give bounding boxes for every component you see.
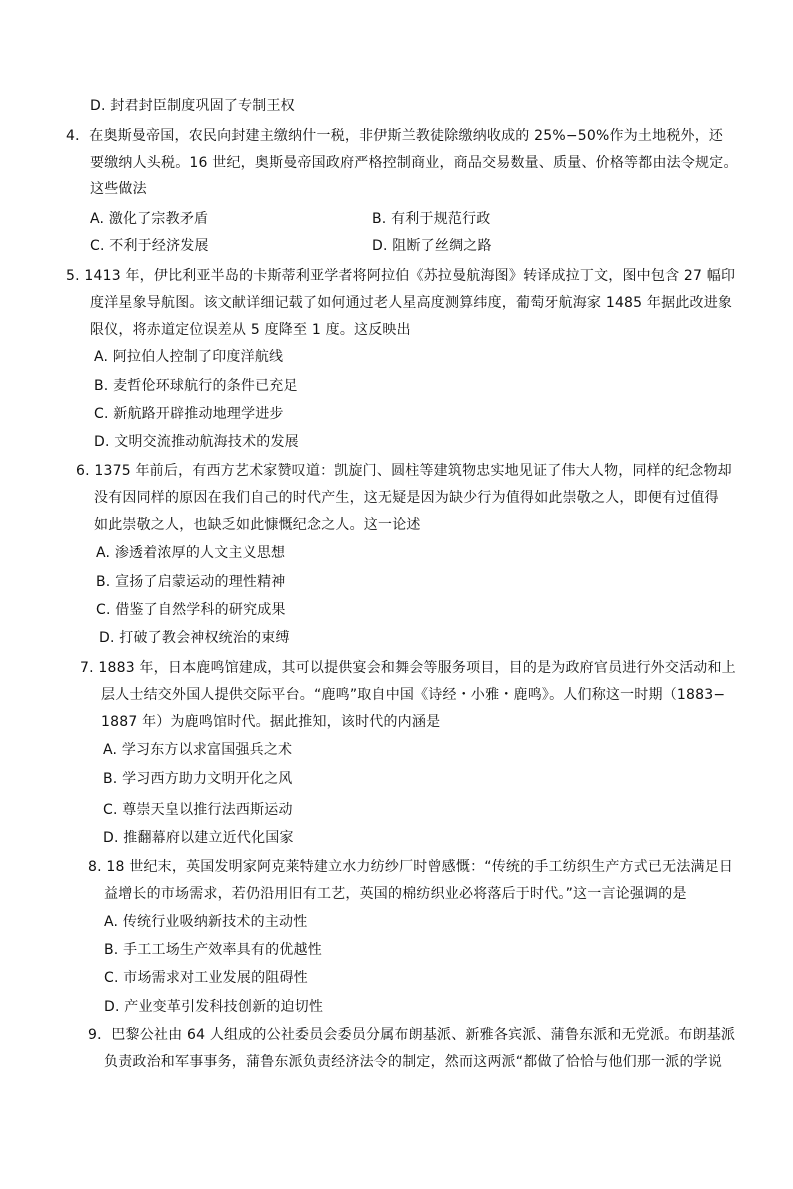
q6-option-c: C. 借鉴了自然学科的研究成果 (96, 602, 286, 618)
q7-option-b: B. 学习西方助力文明开化之风 (103, 771, 293, 787)
q8-stem-line2: 益增长的市场需求，若仍沿用旧有工艺，英国的棉纺织业必将落后于时代。”这一言论强调的是 (104, 886, 687, 902)
q8-stem-line1: 8. 18 世纪末，英国发明家阿克莱特建立水力纺纱厂时曾感慨：“传统的手工纺织生产方式已无法满足日 (88, 859, 734, 875)
q7-stem-line2: 层人士结交外国人提供交际平台。“鹿鸣”取自中国《诗经・小雅・鹿鸣》。人们称这一时期（1883− (101, 687, 726, 703)
q4-option-c: C. 不利于经济发展 (90, 238, 209, 254)
q8-option-c: C. 市场需求对工业发展的阻碍性 (104, 970, 308, 986)
q5-option-c: C. 新航路开辟推动地理学进步 (94, 406, 284, 422)
q6-option-d: D. 打破了教会神权统治的束缚 (99, 630, 290, 646)
q9-stem-line2: 负责政治和军事事务，蒲鲁东派负责经济法令的制定，然而这两派“都做了恰恰与他们那一派的学说 (104, 1054, 723, 1070)
q8-option-a: A. 传统行业吸纳新技术的主动性 (104, 914, 308, 930)
q5-stem-line3: 限仪，将赤道定位误差从 5 度降至 1 度。这反映出 (90, 322, 411, 338)
q3-option-d: D. 封君封臣制度巩固了专制王权 (90, 98, 295, 114)
q5-stem-line1: 5. 1413 年，伊比利亚半岛的卡斯蒂利亚学者将阿拉伯《苏拉曼航海图》转译成拉丁文，图中包含 27 幅印 (66, 268, 736, 284)
q4-stem-line3: 这些做法 (90, 181, 147, 197)
q4-stem-line1: 4．在奥斯曼帝国，农民向封建主缴纳什一税，非伊斯兰教徒除缴纳收成的 25%−50%作为土地税外，还 (66, 128, 724, 144)
q8-option-b: B. 手工工场生产效率具有的优越性 (104, 942, 322, 958)
q6-stem-line3: 如此崇敬之人，也缺乏如此慷慨纪念之人。这一论述 (94, 517, 421, 533)
q4-option-a: A. 激化了宗教矛盾 (90, 211, 209, 227)
q6-option-b: B. 宣扬了启蒙运动的理性精神 (96, 574, 286, 590)
q4-option-b: B. 有利于规范行政 (372, 211, 491, 227)
q4-stem-line2: 要缴纳人头税。16 世纪，奥斯曼帝国政府严格控制商业，商品交易数量、质量、价格等都由法令规定。 (90, 155, 738, 171)
q6-stem-line2: 没有因同样的原因在我们自己的时代产生，这无疑是因为缺少行为值得如此崇敬之人，即便有过值得 (94, 490, 719, 506)
q7-stem-line1: 7. 1883 年，日本鹿鸣馆建成，其可以提供宴会和舞会等服务项目，目的是为政府官员进行外交活动和上 (80, 660, 736, 676)
q5-option-b: B. 麦哲伦环球航行的条件已充足 (94, 378, 298, 394)
q6-stem-line1: 6. 1375 年前后，有西方艺术家赞叹道：凯旋门、圆柱等建筑物忠实地见证了伟大人物，同样的纪念物却 (76, 463, 732, 479)
q7-option-d: D. 推翻幕府以建立近代化国家 (103, 830, 294, 846)
q5-option-a: A. 阿拉伯人控制了印度洋航线 (94, 349, 284, 365)
q7-option-a: A. 学习东方以求富国强兵之术 (103, 742, 293, 758)
q6-option-a: A. 渗透着浓厚的人文主义思想 (96, 545, 286, 561)
q9-stem-line1: 9．巴黎公社由 64 人组成的公社委员会委员分属布朗基派、新雅各宾派、蒲鲁东派和无党派。布朗基派 (88, 1027, 736, 1043)
q7-stem-line3: 1887 年）为鹿鸣馆时代。据此推知，该时代的内涵是 (101, 714, 441, 730)
q4-option-d: D. 阻断了丝绸之路 (372, 238, 492, 254)
q7-option-c: C. 尊崇天皇以推行法西斯运动 (103, 802, 293, 818)
q5-stem-line2: 度洋星象导航图。该文献详细记载了如何通过老人星高度测算纬度，葡萄牙航海家 1485 年据此改进象 (90, 295, 733, 311)
q8-option-d: D. 产业变革引发科技创新的迫切性 (104, 999, 324, 1015)
q5-option-d: D. 文明交流推动航海技术的发展 (94, 434, 299, 450)
